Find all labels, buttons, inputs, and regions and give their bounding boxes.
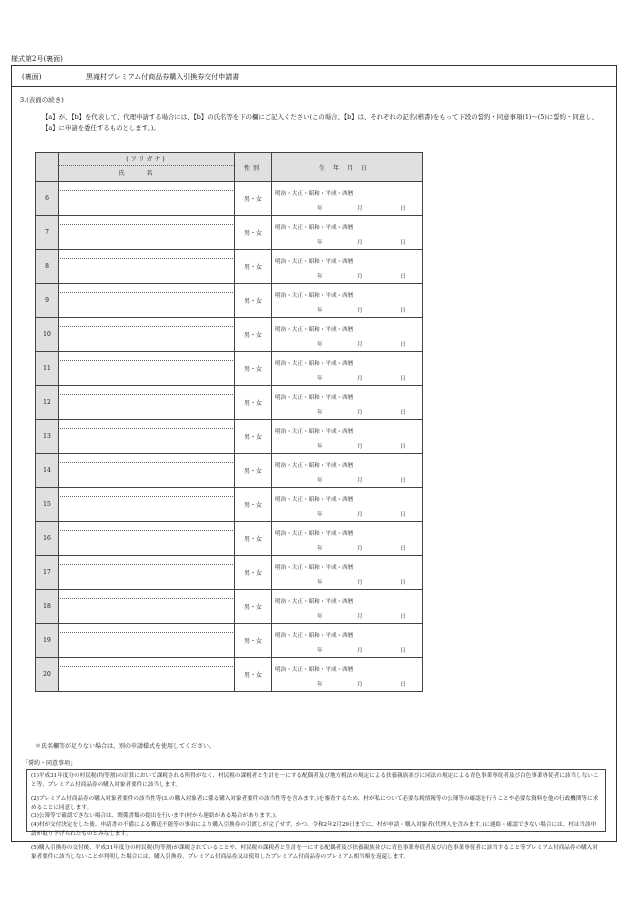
dob-year-label: 年 <box>317 443 323 450</box>
row-number: 14 <box>36 454 59 488</box>
row-number: 18 <box>36 590 59 624</box>
dob-era[interactable]: 明治・大正・昭和・平成・西暦 <box>275 496 354 503</box>
dob-era[interactable]: 明治・大正・昭和・平成・西暦 <box>275 598 354 605</box>
dob-day-label: 日 <box>400 511 406 518</box>
header-blank <box>36 153 59 182</box>
pledge-item-2: (2)プレミアム付商品券の購入対象者要件の該当性等(3.の購入対象者に係る購入対象者要件の該当性等を含みます。)を審査するため、村が私について必要な税情報等の公簿等の確認を行うことや必要な資料を他の行政機関等に求めることに同意します。 <box>31 796 599 811</box>
furigana-field[interactable] <box>60 420 233 429</box>
dob-day-label: 日 <box>400 239 406 246</box>
dob-year-label: 年 <box>317 307 323 314</box>
dob-cell[interactable] <box>272 386 423 420</box>
dob-month-label: 月 <box>357 205 363 212</box>
dob-year-label: 年 <box>317 205 323 212</box>
dob-cell[interactable] <box>272 556 423 590</box>
pledge-item-5: (5)購入引換券の交付後、平成31年度分の村民税(均等割)が課税されていることや、村民税の課税者と生計を一にする配偶者及び扶養親族並びに青色事業専従者及び白色事業専従者に該当すること等プレミアム付商品券の購入対象者要件に該当しないことが判明した場合には、購入引換券、プレミアム付商品券又は使用したプレミアム付商品券のプレミアム相当額を返還します。 <box>31 845 598 860</box>
dob-month-label: 月 <box>357 443 363 450</box>
dob-era[interactable]: 明治・大正・昭和・平成・西暦 <box>275 530 354 537</box>
form-title: 黒滝村プレミアム付商品券購入引換券交付申請書 <box>86 73 240 81</box>
table-row <box>36 454 423 488</box>
dob-month-label: 月 <box>357 579 363 586</box>
dob-month-label: 月 <box>357 341 363 348</box>
dob-day-label: 日 <box>400 205 406 212</box>
dob-ymd[interactable] <box>272 437 422 449</box>
dob-year-label: 年 <box>317 511 323 518</box>
name-cell[interactable] <box>59 556 235 590</box>
dob-cell[interactable] <box>272 658 423 692</box>
dob-month-label: 月 <box>357 477 363 484</box>
sex-option[interactable]: 男・女 <box>235 556 272 590</box>
form-frame <box>11 65 617 860</box>
dob-year-label: 年 <box>317 647 323 654</box>
dob-cell[interactable] <box>272 624 423 658</box>
furigana-field[interactable] <box>60 216 233 225</box>
header-side: (裏面) <box>22 73 42 81</box>
sex-option[interactable]: 男・女 <box>235 454 272 488</box>
furigana-field[interactable] <box>60 182 233 191</box>
dob-cell[interactable] <box>272 182 423 216</box>
table-row <box>36 658 423 692</box>
table-row <box>36 318 423 352</box>
name-field[interactable] <box>59 667 234 691</box>
name-cell[interactable] <box>59 454 235 488</box>
sex-option[interactable]: 男・女 <box>235 182 272 216</box>
dob-era[interactable]: 明治・大正・昭和・平成・西暦 <box>275 462 354 469</box>
dob-cell[interactable] <box>272 420 423 454</box>
header-dob: 生年月日 <box>272 153 423 182</box>
dob-month-label: 月 <box>357 409 363 416</box>
dob-day-label: 日 <box>400 375 406 382</box>
table-row <box>36 522 423 556</box>
dob-day-label: 日 <box>400 273 406 280</box>
sex-option[interactable]: 男・女 <box>235 658 272 692</box>
row-number: 9 <box>36 284 59 318</box>
sex-option[interactable]: 男・女 <box>235 250 272 284</box>
dob-month-label: 月 <box>357 647 363 654</box>
name-field[interactable] <box>59 361 234 385</box>
dob-year-label: 年 <box>317 579 323 586</box>
furigana-field[interactable] <box>60 624 233 633</box>
header-sex: 性別 <box>235 153 272 182</box>
name-cell[interactable] <box>59 216 235 250</box>
dob-ymd[interactable] <box>272 607 422 619</box>
name-field[interactable] <box>59 327 234 351</box>
dob-era[interactable]: 明治・大正・昭和・平成・西暦 <box>275 224 354 231</box>
sex-option[interactable]: 男・女 <box>235 352 272 386</box>
name-field[interactable] <box>59 395 234 419</box>
dob-month-label: 月 <box>357 681 363 688</box>
dob-month-label: 月 <box>357 375 363 382</box>
dob-day-label: 日 <box>400 545 406 552</box>
sex-option[interactable]: 男・女 <box>235 488 272 522</box>
row-number: 10 <box>36 318 59 352</box>
name-cell[interactable] <box>59 250 235 284</box>
name-cell[interactable] <box>59 318 235 352</box>
header-name <box>59 153 235 182</box>
dob-year-label: 年 <box>317 273 323 280</box>
dob-ymd[interactable] <box>272 675 422 687</box>
name-field[interactable] <box>59 259 234 283</box>
dob-month-label: 月 <box>357 307 363 314</box>
dob-year-label: 年 <box>317 375 323 382</box>
dob-cell[interactable] <box>272 250 423 284</box>
pledge-box <box>26 769 606 860</box>
dob-ymd[interactable] <box>272 369 422 381</box>
row-number: 16 <box>36 522 59 556</box>
name-cell[interactable] <box>59 386 235 420</box>
sex-option[interactable]: 男・女 <box>235 420 272 454</box>
dob-era[interactable]: 明治・大正・昭和・平成・西暦 <box>275 666 354 673</box>
dob-ymd[interactable] <box>272 505 422 517</box>
name-cell[interactable] <box>59 420 235 454</box>
table-row <box>36 488 423 522</box>
header-name-label: 氏名 <box>118 169 175 177</box>
row-number: 15 <box>36 488 59 522</box>
dob-ymd[interactable] <box>272 403 422 415</box>
dob-year-label: 年 <box>317 613 323 620</box>
dob-ymd[interactable] <box>272 335 422 347</box>
dob-era[interactable]: 明治・大正・昭和・平成・西暦 <box>275 394 354 401</box>
form-header <box>12 66 616 87</box>
furigana-field[interactable] <box>60 250 233 259</box>
dob-month-label: 月 <box>357 613 363 620</box>
name-cell[interactable] <box>59 182 235 216</box>
name-field[interactable] <box>59 565 234 589</box>
section-heading: 3.(表面の続き) <box>20 96 64 104</box>
table-row <box>36 216 423 250</box>
dob-ymd[interactable] <box>272 539 422 551</box>
dob-cell[interactable] <box>272 488 423 522</box>
dob-ymd[interactable] <box>272 301 422 313</box>
dob-year-label: 年 <box>317 545 323 552</box>
name-field[interactable] <box>59 429 234 453</box>
dob-cell[interactable] <box>272 216 423 250</box>
table-row <box>36 352 423 386</box>
dob-year-label: 年 <box>317 681 323 688</box>
dob-day-label: 日 <box>400 579 406 586</box>
furigana-field[interactable] <box>60 386 233 395</box>
pledge-item-1: (1)平成31年度分の村民税(均等割)の計算において課税される所得がなく、村民税の課税者と生計を一にする配偶者及び地方税法の規定による扶養親族並びに同法の規定による青色事業専従者及び白色事業専従者に該当しないこと等、プレミアム付商品券の購入対象者要件に該当します。 <box>31 773 599 788</box>
name-field[interactable] <box>59 463 234 487</box>
name-field[interactable] <box>59 191 234 215</box>
dob-month-label: 月 <box>357 239 363 246</box>
table-row <box>36 386 423 420</box>
name-cell[interactable] <box>59 488 235 522</box>
row-number: 20 <box>36 658 59 692</box>
name-cell[interactable] <box>59 284 235 318</box>
sex-option[interactable]: 男・女 <box>235 284 272 318</box>
furigana-field[interactable] <box>60 284 233 293</box>
dob-day-label: 日 <box>400 613 406 620</box>
overflow-note: ＊氏名欄等が足りない場合は、別の申請様式を使用してください。 <box>35 743 216 750</box>
furigana-field[interactable] <box>60 522 233 531</box>
row-number: 19 <box>36 624 59 658</box>
furigana-field[interactable] <box>60 454 233 463</box>
sex-option[interactable]: 男・女 <box>235 522 272 556</box>
sex-option[interactable]: 男・女 <box>235 216 272 250</box>
name-cell[interactable] <box>59 658 235 692</box>
dob-ymd[interactable] <box>272 233 422 245</box>
name-cell[interactable] <box>59 352 235 386</box>
row-number: 17 <box>36 556 59 590</box>
pledge-item-4: (4)村が交付決定をした後、申請書の不備による郵送不能等の事由により購入引換券の引渡しが完了せず、かつ、令和2年2月29日までに、村が申請・購入対象者(代理人を含みます。)に連絡・確認できない場合には、村は当該申請が取り下げられたものとみなします。 <box>31 821 597 837</box>
furigana-field[interactable] <box>60 352 233 361</box>
dob-era[interactable]: 明治・大正・昭和・平成・西暦 <box>275 428 354 435</box>
table-row <box>36 284 423 318</box>
name-field[interactable] <box>59 497 234 521</box>
dob-ymd[interactable] <box>272 199 422 211</box>
row-number: 6 <box>36 182 59 216</box>
sex-option[interactable]: 男・女 <box>235 318 272 352</box>
dob-year-label: 年 <box>317 409 323 416</box>
intro-text: 【a】が、【b】を代表して、代理申請する場合には、【b】の氏名等を下の欄にご記入ください(この場合、【b】は、それぞれの記名(楷書)をもって下段の誓約・同意事項(1)～(5)に誓約・同意し、【a】に申請を委任するものとします。)。 <box>42 113 598 132</box>
dob-day-label: 日 <box>400 681 406 688</box>
table-row <box>36 420 423 454</box>
dob-day-label: 日 <box>400 477 406 484</box>
row-number: 11 <box>36 352 59 386</box>
name-field[interactable] <box>59 531 234 555</box>
name-field[interactable] <box>59 599 234 623</box>
dob-cell[interactable] <box>272 522 423 556</box>
table-row <box>36 556 423 590</box>
furigana-field[interactable] <box>60 590 233 599</box>
dob-cell[interactable] <box>272 284 423 318</box>
name-cell[interactable] <box>59 522 235 556</box>
dob-cell[interactable] <box>272 590 423 624</box>
header-furigana: (フリガナ) <box>59 154 234 166</box>
furigana-field[interactable] <box>60 488 233 497</box>
table-row <box>36 590 423 624</box>
dob-era[interactable]: 明治・大正・昭和・平成・西暦 <box>275 292 354 299</box>
dob-era[interactable]: 明治・大正・昭和・平成・西暦 <box>275 190 354 197</box>
dob-cell[interactable] <box>272 454 423 488</box>
applicant-table <box>35 152 423 692</box>
sex-option[interactable]: 男・女 <box>235 590 272 624</box>
dob-day-label: 日 <box>400 647 406 654</box>
table-row <box>36 182 423 216</box>
dob-era[interactable]: 明治・大正・昭和・平成・西暦 <box>275 258 354 265</box>
dob-day-label: 日 <box>400 341 406 348</box>
dob-cell[interactable] <box>272 318 423 352</box>
dob-month-label: 月 <box>357 545 363 552</box>
form-number-label: 様式第2号(裏面) <box>11 55 63 63</box>
dob-day-label: 日 <box>400 443 406 450</box>
table-row <box>36 250 423 284</box>
table-row <box>36 624 423 658</box>
dob-day-label: 日 <box>400 307 406 314</box>
name-field[interactable] <box>59 225 234 249</box>
pledge-item-3: (3)公簿等で確認できない場合は、関係書類の提出を行います(村から連絡がある場合があります。)。 <box>31 813 281 820</box>
dob-year-label: 年 <box>317 239 323 246</box>
name-cell[interactable] <box>59 590 235 624</box>
dob-era[interactable]: 明治・大正・昭和・平成・西暦 <box>275 360 354 367</box>
dob-month-label: 月 <box>357 511 363 518</box>
dob-ymd[interactable] <box>272 267 422 279</box>
dob-ymd[interactable] <box>272 471 422 483</box>
row-number: 7 <box>36 216 59 250</box>
dob-era[interactable]: 明治・大正・昭和・平成・西暦 <box>275 564 354 571</box>
row-number: 13 <box>36 420 59 454</box>
dob-era[interactable]: 明治・大正・昭和・平成・西暦 <box>275 326 354 333</box>
dob-ymd[interactable] <box>272 573 422 585</box>
sex-option[interactable]: 男・女 <box>235 624 272 658</box>
row-number: 8 <box>36 250 59 284</box>
dob-ymd[interactable] <box>272 641 422 653</box>
name-field[interactable] <box>59 293 234 317</box>
furigana-field[interactable] <box>60 318 233 327</box>
dob-month-label: 月 <box>357 273 363 280</box>
dob-era[interactable]: 明治・大正・昭和・平成・西暦 <box>275 632 354 639</box>
dob-year-label: 年 <box>317 341 323 348</box>
name-field[interactable] <box>59 633 234 657</box>
dob-year-label: 年 <box>317 477 323 484</box>
pledge-title: 「誓約・同意事項」 <box>22 760 77 767</box>
sex-option[interactable]: 男・女 <box>235 386 272 420</box>
furigana-field[interactable] <box>60 556 233 565</box>
dob-cell[interactable] <box>272 352 423 386</box>
dob-day-label: 日 <box>400 409 406 416</box>
name-cell[interactable] <box>59 624 235 658</box>
row-number: 12 <box>36 386 59 420</box>
furigana-field[interactable] <box>60 658 233 667</box>
